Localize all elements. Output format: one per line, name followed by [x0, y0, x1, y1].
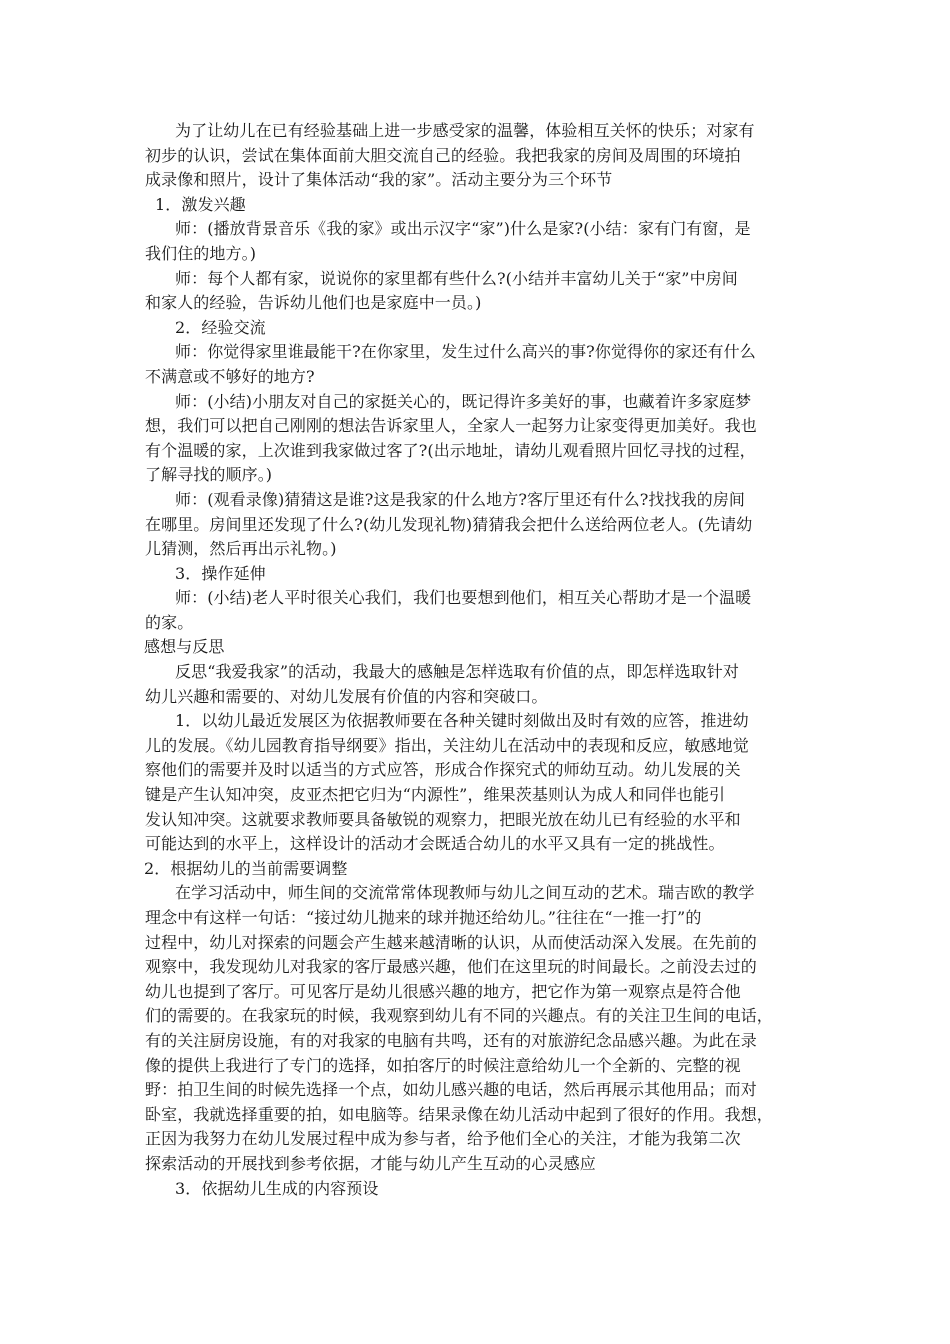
paragraph-line: 了解寻找的顺序。)	[145, 465, 273, 485]
section-heading: 3．操作延伸	[175, 563, 266, 583]
paragraph-line: 察他们的需要并及时以适当的方式应答，形成合作探究式的师幼互动。幼儿发展的关	[145, 760, 741, 780]
paragraph-line: 师：(观看录像)猜猜这是谁?这是我家的什么地方?客厅里还有什么?找找我的房间	[175, 489, 746, 509]
section-heading: 3．依据幼儿生成的内容预设	[175, 1178, 379, 1198]
paragraph-line: 有个温暖的家，上次谁到我家做过客了?(出示地址，请幼儿观看照片回忆寻找的过程，	[145, 440, 756, 460]
paragraph-line: 师：(小结)老人平时很关心我们，我们也要想到他们，相互关心帮助才是一个温暖	[175, 588, 752, 608]
paragraph-line: 我们住的地方。)	[145, 243, 257, 263]
paragraph-line: 反思“我爱我家”的活动，我最大的感触是怎样选取有价值的点，即怎样选取针对	[175, 662, 739, 682]
paragraph-line: 初步的认识，尝试在集体面前大胆交流自己的经验。我把我家的房间及周围的环境拍	[145, 145, 741, 165]
section-heading: 1．激发兴趣	[155, 194, 246, 214]
paragraph-line: 理念中有这样一句话：“接过幼儿抛来的球并抛还给幼儿。”往往在“一推一打”的	[145, 908, 702, 927]
paragraph-line: 键是产生认知冲突，皮亚杰把它归为“内源性”，维果茨基则认为成人和同伴也能引	[145, 785, 726, 805]
paragraph-line: 师：你觉得家里谁最能干?在你家里，发生过什么高兴的事?你觉得你的家还有什么	[175, 342, 756, 362]
paragraph-line: 探索活动的开展找到参考依据，才能与幼儿产生互动的心灵感应	[145, 1153, 596, 1173]
paragraph-line: 不满意或不够好的地方?	[145, 366, 315, 386]
paragraph-line: 在学习活动中，师生间的交流常常体现教师与幼儿之间互动的艺术。瑞吉欧的教学	[175, 883, 755, 903]
paragraph-line: 想，我们可以把自己刚刚的想法告诉家里人，全家人一起努力让家变得更加美好。我也	[145, 416, 757, 436]
paragraph-line: 儿猜测，然后再出示礼物。)	[145, 539, 337, 559]
paragraph-line: 的家。	[145, 612, 194, 632]
paragraph-line: 师：(播放背景音乐《我的家》或出示汉字“家”)什么是家?(小结：家有门有窗，是	[175, 219, 751, 239]
section-heading: 感想与反思	[144, 637, 225, 657]
paragraph-line: 师：(小结)小朋友对自己的家挺关心的，既记得许多美好的事，也藏着许多家庭梦	[175, 391, 752, 411]
paragraph-line: 儿的发展。《幼儿园教育指导纲要》指出，关注幼儿在活动中的表现和反应，敏感地觉	[145, 735, 749, 755]
section-heading: 2．经验交流	[175, 317, 266, 337]
paragraph-line: 卧室，我就选择重要的拍，如电脑等。结果录像在幼儿活动中起到了很好的作用。我想，	[145, 1104, 773, 1124]
paragraph-line: 和家人的经验，告诉幼儿他们也是家庭中一员。)	[145, 293, 482, 313]
paragraph-line: 过程中，幼儿对探索的问题会产生越来越清晰的认识，从而使活动深入发展。在先前的	[145, 932, 757, 952]
paragraph-line: 们的需要的。在我家玩的时候，我观察到幼儿有不同的兴趣点。有的关注卫生间的电话，	[145, 1006, 773, 1026]
paragraph-line: 可能达到的水平上，这样设计的活动才会既适合幼儿的水平又具有一定的挑战性。	[145, 834, 725, 854]
paragraph-line: 像的提供上我进行了专门的选择，如拍客厅的时候注意给幼儿一个全新的、完整的视	[145, 1055, 741, 1075]
paragraph-line: 发认知冲突。这就要求教师要具备敏锐的观察力，把眼光放在幼儿已有经验的水平和	[145, 809, 741, 829]
paragraph-line: 1．以幼儿最近发展区为依据教师要在各种关键时刻做出及时有效的应答，推进幼	[175, 711, 749, 731]
paragraph-line: 观察中，我发现幼儿对我家的客厅最感兴趣，他们在这里玩的时间最长。之前没去过的	[145, 957, 757, 977]
document-page	[145, 119, 809, 1201]
paragraph-line: 成录像和照片，设计了集体活动“我的家”。活动主要分为三个环节	[145, 170, 613, 190]
paragraph-line: 师：每个人都有家，说说你的家里都有些什么?(小结并丰富幼儿关于“家”中房间	[175, 268, 738, 288]
paragraph-line: 在哪里。房间里还发现了什么?(幼儿发现礼物)猜猜我会把什么送给两位老人。(先请幼	[145, 514, 753, 534]
section-heading: 2．根据幼儿的当前需要调整	[144, 858, 348, 878]
paragraph-line: 幼儿兴趣和需要的、对幼儿发展有价值的内容和突破口。	[145, 686, 548, 706]
paragraph-line: 野：拍卫生间的时候先选择一个点，如幼儿感兴趣的电话，然后再展示其他用品；而对	[145, 1080, 757, 1100]
paragraph-line: 正因为我努力在幼儿发展过程中成为参与者，给予他们全心的关注，才能为我第二次	[145, 1129, 741, 1149]
paragraph-line: 为了让幼儿在已有经验基础上进一步感受家的温馨，体验相互关怀的快乐；对家有	[175, 121, 755, 140]
paragraph-line: 有的关注厨房设施，有的对我家的电脑有共鸣，还有的对旅游纪念品感兴趣。为此在录	[145, 1030, 757, 1050]
paragraph-line: 幼儿也提到了客厅。可见客厅是幼儿很感兴趣的地方，把它作为第一观察点是符合他	[145, 981, 741, 1001]
